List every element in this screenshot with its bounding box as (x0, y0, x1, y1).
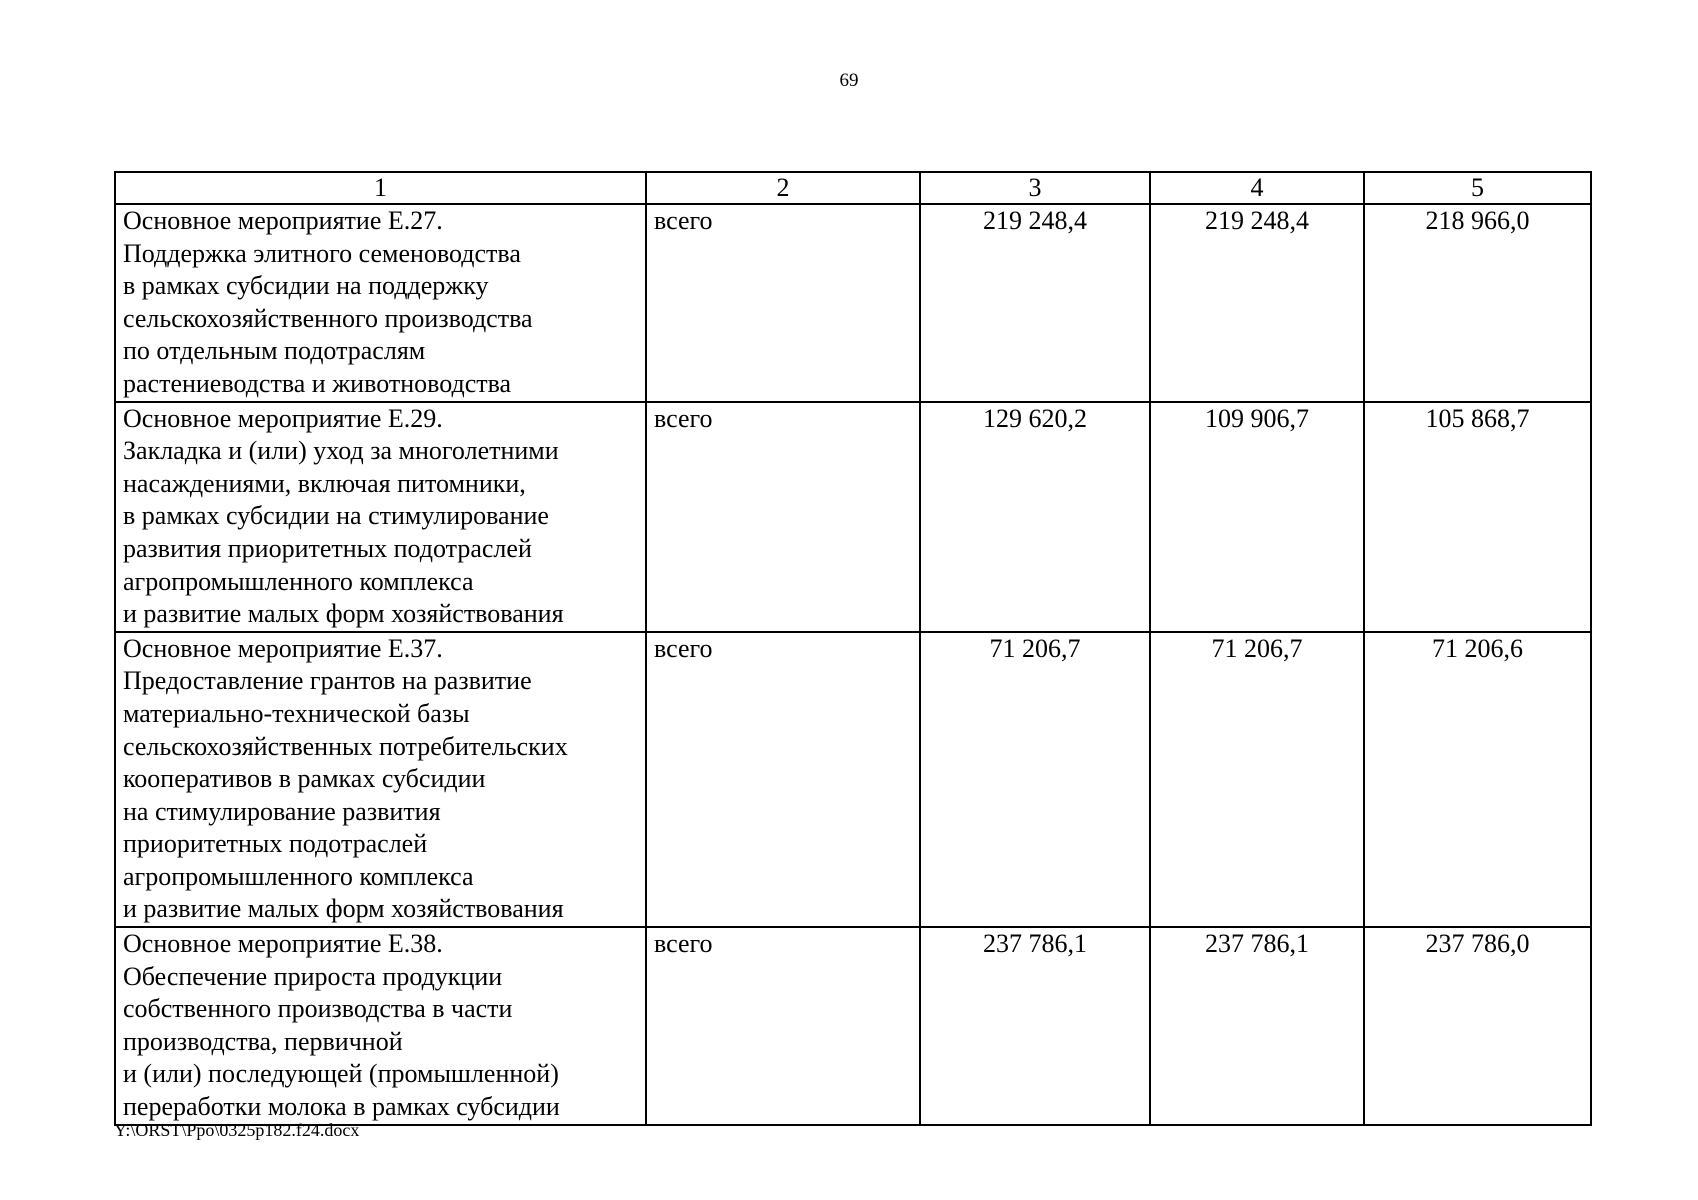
table-header-row (115, 172, 1591, 204)
page-number: 69 (839, 70, 859, 91)
funding-type-cell: всего (646, 927, 920, 1125)
document-file-path: Y:\ORST\Ppo\0325p182.f24.docx (114, 1120, 360, 1140)
header-cell: 4 (1150, 172, 1364, 204)
description-line: насаждениями, включая питомники, (123, 468, 526, 498)
measure-description-cell (115, 402, 646, 632)
value-col4-cell: 237 786,1 (1150, 927, 1364, 1125)
budget-table (114, 171, 1592, 1126)
header-cell: 3 (920, 172, 1150, 204)
measure-description-cell (115, 204, 646, 402)
value-col4-cell: 109 906,7 (1150, 402, 1364, 632)
description-line: и развитие малых форм хозяйствования (123, 599, 564, 629)
value-col3-cell: 219 248,4 (920, 204, 1150, 402)
value-col4-cell: 219 248,4 (1150, 204, 1364, 402)
description-line: Обеспечение прироста продукции (123, 961, 503, 991)
description-line: Основное мероприятие Е.37. (123, 633, 443, 663)
value-col5-cell: 237 786,0 (1364, 927, 1591, 1125)
measure-description-cell (115, 632, 646, 927)
value-col4-cell: 71 206,7 (1150, 632, 1364, 927)
description-line: агропромышленного комплекса (123, 566, 474, 596)
header-cell: 2 (646, 172, 920, 204)
description-line: развития приоритетных подотраслей (123, 533, 532, 563)
table-row (115, 927, 1591, 1125)
description-line: кооперативов в рамках субсидии (123, 764, 486, 794)
value-col5-cell: 105 868,7 (1364, 402, 1591, 632)
description-line: сельскохозяйственного производства (123, 303, 533, 333)
funding-type-cell: всего (646, 402, 920, 632)
description-line: и развитие малых форм хозяйствования (123, 894, 564, 924)
description-line: Поддержка элитного семеноводства (123, 238, 521, 268)
description-line: переработки молока в рамках субсидии (123, 1092, 560, 1122)
description-line: Основное мероприятие Е.38. (123, 929, 443, 959)
description-line: собственного производства в части (123, 994, 513, 1024)
description-line: производства, первичной (123, 1026, 403, 1056)
description-line: растениеводства и животноводства (123, 368, 512, 398)
table-row (115, 632, 1591, 927)
funding-type-cell: всего (646, 632, 920, 927)
table-row (115, 204, 1591, 402)
description-line: Основное мероприятие Е.27. (123, 206, 443, 235)
funding-type-cell: всего (646, 204, 920, 402)
value-col3-cell: 237 786,1 (920, 927, 1150, 1125)
description-line: в рамках субсидии на поддержку (123, 271, 489, 301)
table-row (115, 402, 1591, 632)
description-line: и (или) последующей (промышленной) (123, 1059, 559, 1089)
value-col5-cell: 218 966,0 (1364, 204, 1591, 402)
description-line: по отдельным подотраслям (123, 336, 426, 366)
description-line: агропромышленного комплекса (123, 861, 474, 891)
header-cell: 1 (115, 172, 646, 204)
value-col3-cell: 129 620,2 (920, 402, 1150, 632)
description-line: на стимулирование развития (123, 796, 441, 826)
description-line: сельскохозяйственных потребительских (123, 731, 568, 761)
description-line: Основное мероприятие Е.29. (123, 403, 443, 433)
header-cell: 5 (1364, 172, 1591, 204)
value-col3-cell: 71 206,7 (920, 632, 1150, 927)
description-line: приоритетных подотраслей (123, 829, 428, 859)
value-col5-cell: 71 206,6 (1364, 632, 1591, 927)
description-line: в рамках субсидии на стимулирование (123, 501, 549, 531)
description-line: Закладка и (или) уход за многолетними (123, 436, 559, 466)
description-line: материально-технической базы (123, 698, 470, 728)
description-line: Предоставление грантов на развитие (123, 666, 532, 696)
measure-description-cell (115, 927, 646, 1125)
